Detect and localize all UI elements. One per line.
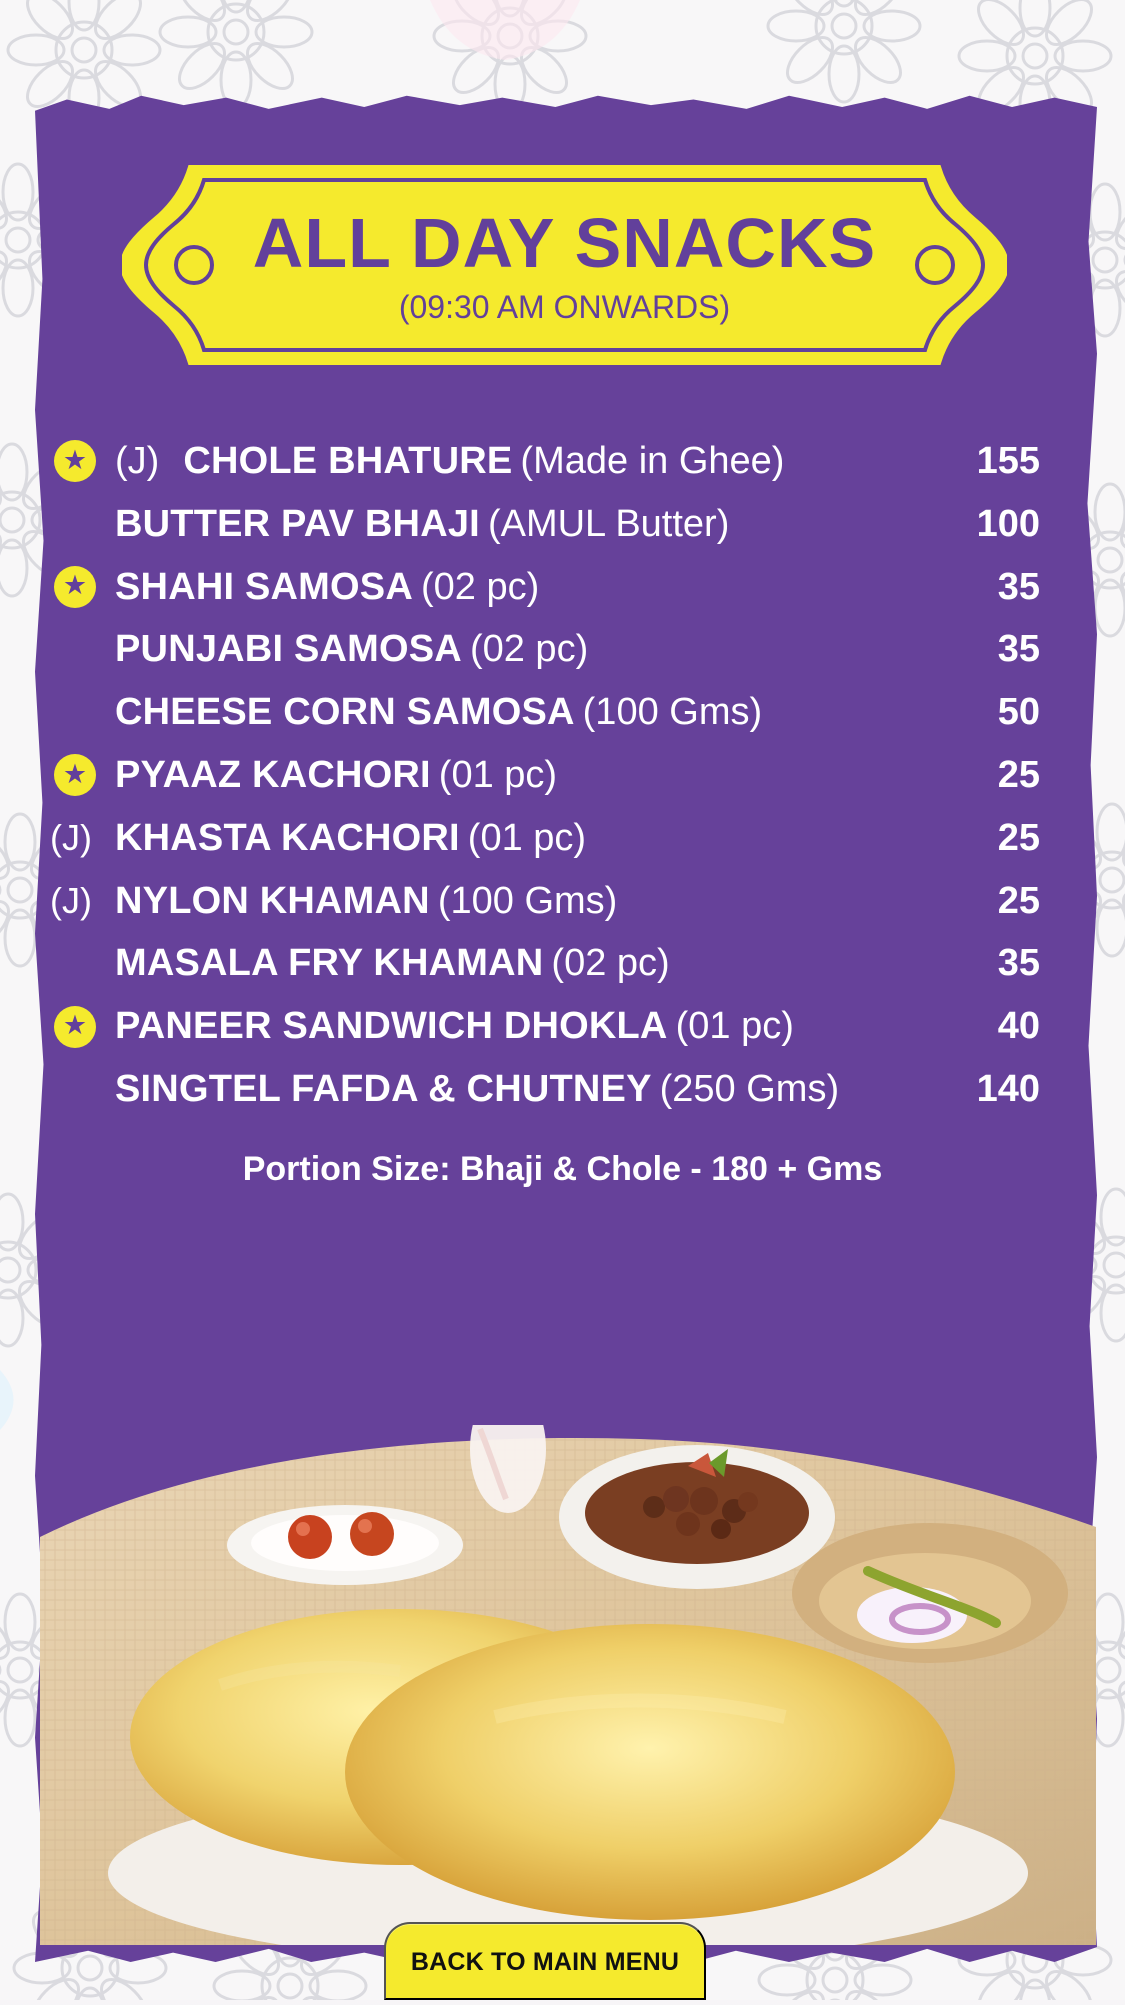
item-prefix [50,556,112,619]
menu-item-text [115,493,980,556]
item-prefix [50,932,112,995]
item-prefix [50,493,112,556]
item-prefix [50,995,112,1058]
menu-item-name: PUNJABI SAMOSA [115,628,462,671]
menu-item-khasta-kachori [50,807,1050,870]
menu-item-detail: (02 pc) [469,628,589,671]
menu-item-price: 140 [976,1067,1040,1110]
menu-item-text [115,618,980,681]
menu-item-detail: (01 pc) [438,753,558,796]
menu-item-detail: (250 Gms) [659,1067,840,1110]
menu-item-cheese-corn-samosa [50,681,1050,744]
page-title: ALL DAY SNACKS [252,204,877,282]
menu-item-price: 100 [976,502,1040,545]
snack-menu-list [50,430,1050,1121]
menu-item-text [115,1058,980,1121]
item-prefix [50,744,112,807]
menu-item-name: KHASTA KACHORI [115,816,460,859]
star-badge-icon: ★ [54,754,96,796]
item-prefix [50,1058,112,1121]
item-prefix [50,430,112,493]
menu-item-name: MASALA FRY KHAMAN [115,942,544,985]
menu-item-name: PANEER SANDWICH DHOKLA [115,1005,668,1048]
chole-bhature-food-photo [40,1425,1096,1945]
menu-item-pyaaz-kachori [50,744,1050,807]
item-prefix [50,681,112,744]
menu-item-name: NYLON KHAMAN [115,879,430,922]
menu-item-paneer-sandwich-dhokla [50,995,1050,1058]
menu-item-name: CHOLE BHATURE [183,440,513,482]
menu-item-price: 25 [997,879,1040,922]
menu-item-price: 35 [997,942,1040,985]
portion-size-note: Portion Size: Bhaji & Chole - 180 + Gms [242,1150,883,1188]
jain-tag: (J) [50,816,92,858]
jain-tag: (J) [50,879,92,921]
star-badge-icon: ★ [54,566,96,608]
menu-item-name: PYAAZ KACHORI [115,753,431,796]
menu-item-detail: (02 pc) [551,942,670,985]
item-prefix [50,618,112,681]
menu-item-detail: (01 pc) [675,1005,794,1048]
menu-item-detail: (02 pc) [420,565,540,608]
menu-item-text [115,870,980,933]
menu-item-detail: (01 pc) [467,816,587,859]
menu-item-detail: (Made in Ghee) [520,440,785,482]
menu-item-price: 25 [997,816,1040,859]
back-to-main-menu-button[interactable]: BACK TO MAIN MENU [384,1922,706,2000]
menu-item-name: CHEESE CORN SAMOSA [115,691,575,734]
menu-item-text [115,556,980,619]
item-prefix [50,870,112,933]
menu-item-singtel-fafda-chutney [50,1058,1050,1121]
item-prefix [50,807,112,870]
menu-item-name: BUTTER PAV BHAJI [115,502,480,545]
menu-item-butter-pav-bhaji [50,493,1050,556]
menu-item-price: 35 [997,565,1040,608]
jain-tag: (J) [115,440,160,482]
menu-item-name: SINGTEL FAFDA & CHUTNEY [115,1067,652,1110]
menu-item-price: 50 [997,691,1040,734]
menu-item-punjabi-samosa [50,618,1050,681]
star-badge-icon: ★ [54,440,96,482]
menu-item-price: 35 [997,628,1040,671]
menu-item-chole-bhature [50,430,1050,493]
menu-item-text [115,430,980,493]
service-hours: (09:30 AM ONWARDS) [398,289,731,325]
menu-item-nylon-khaman [50,870,1050,933]
section-title-badge [122,163,1007,367]
menu-item-text [115,995,980,1058]
menu-item-price: 25 [997,753,1040,796]
menu-item-text [115,932,980,995]
menu-item-detail: (AMUL Butter) [487,502,730,545]
menu-item-text [115,744,980,807]
menu-item-masala-fry-khaman [50,932,1050,995]
menu-item-shahi-samosa [50,556,1050,619]
menu-item-price: 40 [997,1005,1040,1048]
menu-item-price: 155 [976,440,1040,482]
star-badge-icon: ★ [54,1006,96,1048]
food-photo-section [40,1425,1096,1945]
menu-item-text [115,681,980,744]
menu-item-detail: (100 Gms) [582,691,763,734]
menu-item-name: SHAHI SAMOSA [115,565,413,608]
menu-item-detail: (100 Gms) [437,879,618,922]
menu-item-text [115,807,980,870]
